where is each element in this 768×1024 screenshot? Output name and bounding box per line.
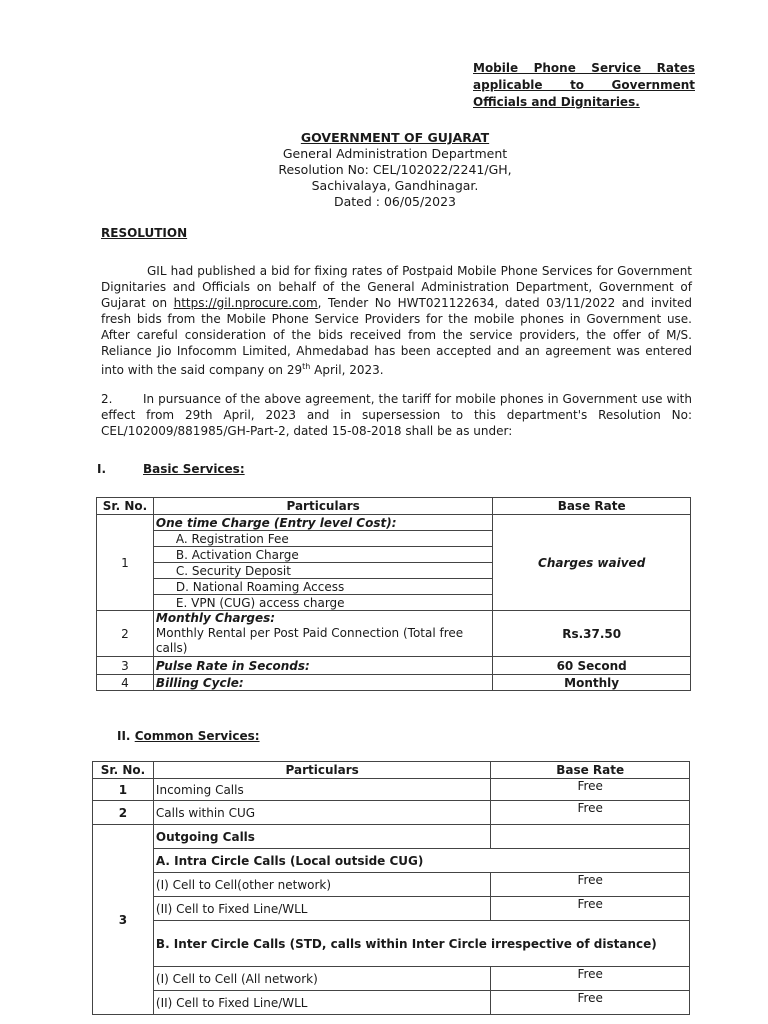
resolution-heading: RESOLUTION [101,226,188,240]
header-base-rate: Base Rate [493,498,691,515]
header-note [473,60,695,111]
section-2-number: II. [117,729,131,743]
para1-sup: th [302,362,311,371]
table-row [97,611,691,657]
rate-cell: Free [491,779,690,801]
particulars-cell: Pulse Rate in Seconds: [153,657,492,675]
table-row [93,849,690,873]
sr-cell: 2 [97,611,154,657]
particulars-cell: Billing Cycle: [153,675,492,691]
table-header-row [93,762,690,779]
sr-cell: 3 [97,657,154,675]
inter-circle-title: B. Inter Circle Calls (STD, calls within Inter Circle irrespective of distance) [153,921,689,967]
header-note-line: applicable to Government [473,78,695,92]
rate-cell: Free [491,897,690,921]
list-item: B. Activation Charge [154,547,492,563]
rate-cell: Rs.37.50 [493,611,691,657]
table-row [93,873,690,897]
monthly-charges-title: Monthly Charges: [155,611,276,625]
table-row [93,897,690,921]
intra-circle-title: A. Intra Circle Calls (Local outside CUG) [153,849,689,873]
sr-cell: 1 [93,779,154,801]
paragraph-1 [101,263,692,378]
particulars-cell: (II) Cell to Fixed Line/WLL [153,991,490,1015]
particulars-cell: (II) Cell to Fixed Line/WLL [153,897,490,921]
section-1-heading [97,462,245,476]
section-2-title: Common Services: [134,729,260,743]
header-base-rate: Base Rate [491,762,690,779]
table-row [97,515,691,611]
particulars-cell [153,611,492,657]
rate-cell: Charges waived [493,515,691,611]
list-item: C. Security Deposit [154,563,492,579]
sr-cell: 3 [93,825,154,1015]
table-row [93,991,690,1015]
section-2-heading [117,729,260,743]
para1-text-a: GIL had published a bid for fixing rates of Postpaid Mobile Phone Services for Government Dignitaries and Officials on behalf of the General Administration Department, Government of Gujarat on [101,264,692,310]
gil-link[interactable]: https://gil.nprocure.com [173,296,318,310]
section-1-number: I. [97,462,107,476]
rate-cell: Monthly [493,675,691,691]
rate-cell: Free [491,991,690,1015]
rate-cell: 60 Second [493,657,691,675]
basic-services-table [96,497,691,691]
header-sr-no: Sr. No. [97,498,154,515]
table-row [93,921,690,967]
common-services-table [92,761,690,1015]
para2-text: In pursuance of the above agreement, the tariff for mobile phones in Government use with effect from 29th April, 2023 and in supersession to this department's Resolution No: CEL/102009/881985/GH-Part-2, dated 15-08-2018 shall be as under: [101,392,692,438]
rate-cell: Free [491,873,690,897]
outgoing-calls-label: Outgoing Calls [153,825,490,849]
place: Sachivalaya, Gandhinagar. [311,178,479,193]
department: General Administration Department [282,146,508,161]
rate-cell: Free [491,801,690,825]
list-item: A. Registration Fee [154,531,492,547]
paragraph-2 [101,391,692,439]
table-row [93,801,690,825]
resolution-number: Resolution No: CEL/102022/2241/GH, [278,162,512,177]
table-header-row [97,498,691,515]
monthly-rental-text: Monthly Rental per Post Paid Connection (Total free calls) [155,626,464,655]
section-1-title: Basic Services: [143,462,245,476]
government-title: GOVERNMENT OF GUJARAT [300,130,490,145]
header-note-line: Mobile Phone Service Rates [473,61,695,75]
list-item: E. VPN (CUG) access charge [154,595,492,611]
header-particulars: Particulars [153,762,490,779]
particulars-cell: (I) Cell to Cell (All network) [153,967,490,991]
header-particulars: Particulars [153,498,492,515]
para2-number: 2. [101,392,113,406]
table-row [93,825,690,849]
table-row [93,967,690,991]
particulars-cell: (I) Cell to Cell(other network) [153,873,490,897]
one-time-charge-title: One time Charge (Entry level Cost): [155,515,397,530]
rate-cell: Free [491,967,690,991]
particulars-cell: Calls within CUG [153,801,490,825]
rate-cell [491,825,690,849]
government-block [0,130,768,210]
table-row [97,657,691,675]
para1-text-b: , Tender No HWT021122634, dated 03/11/2022 and invited fresh bids from the Mobile Phone Service Providers for the mobile phones in Government use. After careful consideration of the bids received from the service providers, the offer of M/S. Reliance Jio Infocomm Limited, Ahmedabad has been accepted and an agreement was entered into with the said company on 29 [101,296,692,377]
table-row [97,675,691,691]
header-sr-no: Sr. No. [93,762,154,779]
para1-text-c: April, 2023. [310,363,384,377]
particulars-cell [153,515,492,611]
table-row [93,779,690,801]
sr-cell: 2 [93,801,154,825]
header-note-line: Officials and Dignitaries. [473,95,640,109]
sr-cell: 1 [97,515,154,611]
dated: Dated : 06/05/2023 [333,194,456,209]
particulars-cell: Incoming Calls [153,779,490,801]
list-item: D. National Roaming Access [154,579,492,595]
sr-cell: 4 [97,675,154,691]
